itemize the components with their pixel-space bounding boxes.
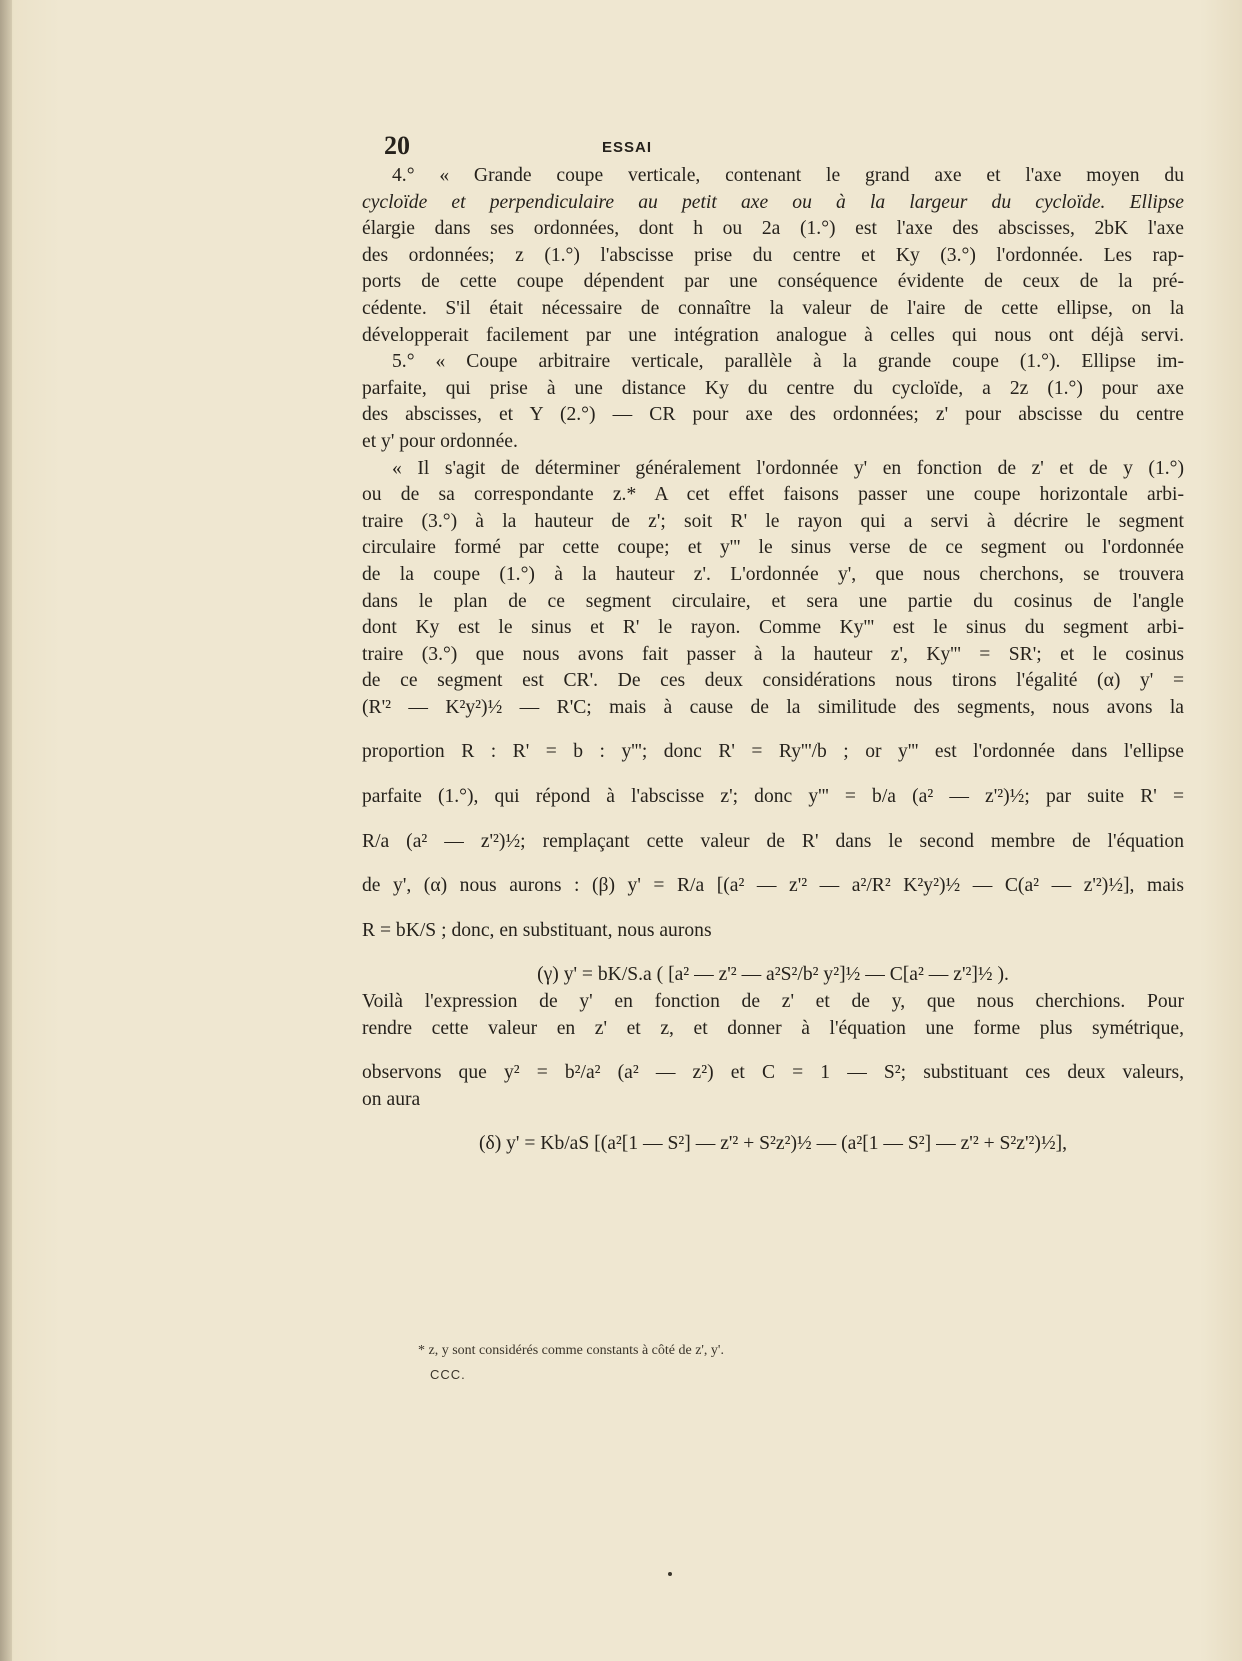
text-line: et y' pour ordonnée. xyxy=(362,430,518,452)
body-text xyxy=(362,163,1184,1158)
spacer xyxy=(362,1113,1184,1131)
text-line: parfaite (1.°), qui répond à l'abscisse z'; donc y''' = b/a (a² — z'²)½; par suite R' = xyxy=(362,786,1184,808)
spacer xyxy=(362,1042,1184,1060)
text-line: parfaite, qui prise à une distance Ky du centre du cycloïde, a 2z (1.°) pour axe xyxy=(362,377,1184,399)
text-line: de ce segment est CR'. De ces deux considérations nous tirons l'égalité (α) y' = xyxy=(362,670,1184,692)
text-line: rendre cette valeur en z' et z, et donner à l'équation une forme plus symétrique, xyxy=(362,1017,1184,1039)
equation-line: de y', (α) nous aurons : (β) y' = R/a [(a² — z'² — a²/R² K²y²)½ — C(a² — z'²)½], mais xyxy=(362,875,1184,897)
text-line: développerait facilement par une intégration analogue à celles qui nous ont déjà servi. xyxy=(362,324,1184,346)
text-line: cédente. S'il était nécessaire de connaître la valeur de l'aire de cette ellipse, on la xyxy=(362,297,1184,319)
text-line: des ordonnées; z (1.°) l'abscisse prise du centre et Ky (3.°) l'ordonnée. Les rap- xyxy=(362,244,1184,266)
text-line: on aura xyxy=(362,1088,421,1110)
text-line: observons que y² = b²/a² (a² — z²) et C = 1 — S²; substituant ces deux valeurs, xyxy=(362,1062,1184,1084)
text-line: dans le plan de ce segment circulaire, et sera une partie du cosinus de l'angle xyxy=(362,590,1184,612)
equation-delta: (δ) y' = Kb/aS [(a²[1 — S²] — z'² + S²z²)½ — (a²[1 — S²] — z'² + S²z'²)½], xyxy=(478,1133,1068,1155)
text-line: R/a (a² — z'²)½; remplaçant cette valeur de R' dans le second membre de l'équation xyxy=(362,830,1184,852)
signature-mark: CCC. xyxy=(430,1367,466,1382)
text-line: cycloïde et perpendiculaire au petit axe ou à la largeur du cycloïde. Ellipse xyxy=(362,191,1184,213)
text-line: traire (3.°) à la hauteur de z'; soit R' le rayon qui a servi à décrire le segment xyxy=(362,510,1184,532)
page-header xyxy=(362,131,882,161)
spacer xyxy=(362,766,1184,784)
text-line: R = bK/S ; donc, en substituant, nous aurons xyxy=(362,919,712,941)
spacer xyxy=(362,855,1184,873)
footnote: * z, y sont considérés comme constants à côté de z', y'. xyxy=(418,1343,724,1358)
text-line: traire (3.°) que nous avons fait passer à la hauteur z', Ky''' = SR'; et le cosinus xyxy=(362,643,1184,665)
running-head: ESSAI xyxy=(602,139,653,156)
text-line: des abscisses, et Y (2.°) — CR pour axe des ordonnées; z' pour abscisse du centre xyxy=(362,404,1184,426)
text-line: « Il s'agit de déterminer généralement l'ordonnée y' en fonction de z' et de y (1.°) xyxy=(392,457,1184,479)
page-spine-shadow xyxy=(0,0,12,1661)
text-line: Voilà l'expression de y' en fonction de z' et de y, que nous cherchions. Pour xyxy=(362,991,1184,1013)
text-line: (R'² — K²y²)½ — R'C; mais à cause de la similitude des segments, nous avons la xyxy=(362,696,1184,718)
text-line: ports de cette coupe dépendent par une conséquence évidente de ceux de la pré- xyxy=(362,271,1184,293)
text-line: élargie dans ses ordonnées, dont h ou 2a (1.°) est l'axe des abscisses, 2bK l'axe xyxy=(362,218,1184,240)
spacer xyxy=(362,900,1184,918)
spacer xyxy=(362,721,1184,739)
text-line: 4.° « Grande coupe verticale, contenant le grand axe et l'axe moyen du xyxy=(392,165,1184,186)
page-number: 20 xyxy=(384,131,410,160)
ink-speck xyxy=(668,1572,672,1576)
spacer xyxy=(362,811,1184,829)
equation-gamma: (γ) y' = bK/S.a ( [a² — z'² — a²S²/b² y²]½ — C[a² — z'²]½ ). xyxy=(537,964,1009,986)
text-line: ou de sa correspondante z.* A cet effet faisons passer une coupe horizontale arbi- xyxy=(362,484,1184,506)
text-line: dont Ky est le sinus et R' le rayon. Comme Ky''' est le sinus du segment arbi- xyxy=(362,617,1184,639)
text-line: circulaire formé par cette coupe; et y''' le sinus verse de ce segment ou l'ordonnée xyxy=(362,537,1184,559)
spacer xyxy=(362,944,1184,962)
text-line: de la coupe (1.°) à la hauteur z'. L'ordonnée y', que nous cherchons, se trouvera xyxy=(362,563,1184,585)
text-line: proportion R : R' = b : y'''; donc R' = Ry'''/b ; or y''' est l'ordonnée dans l'ellipse xyxy=(362,741,1184,763)
text-line: 5.° « Coupe arbitraire verticale, parallèle à la grande coupe (1.°). Ellipse im- xyxy=(392,351,1184,373)
